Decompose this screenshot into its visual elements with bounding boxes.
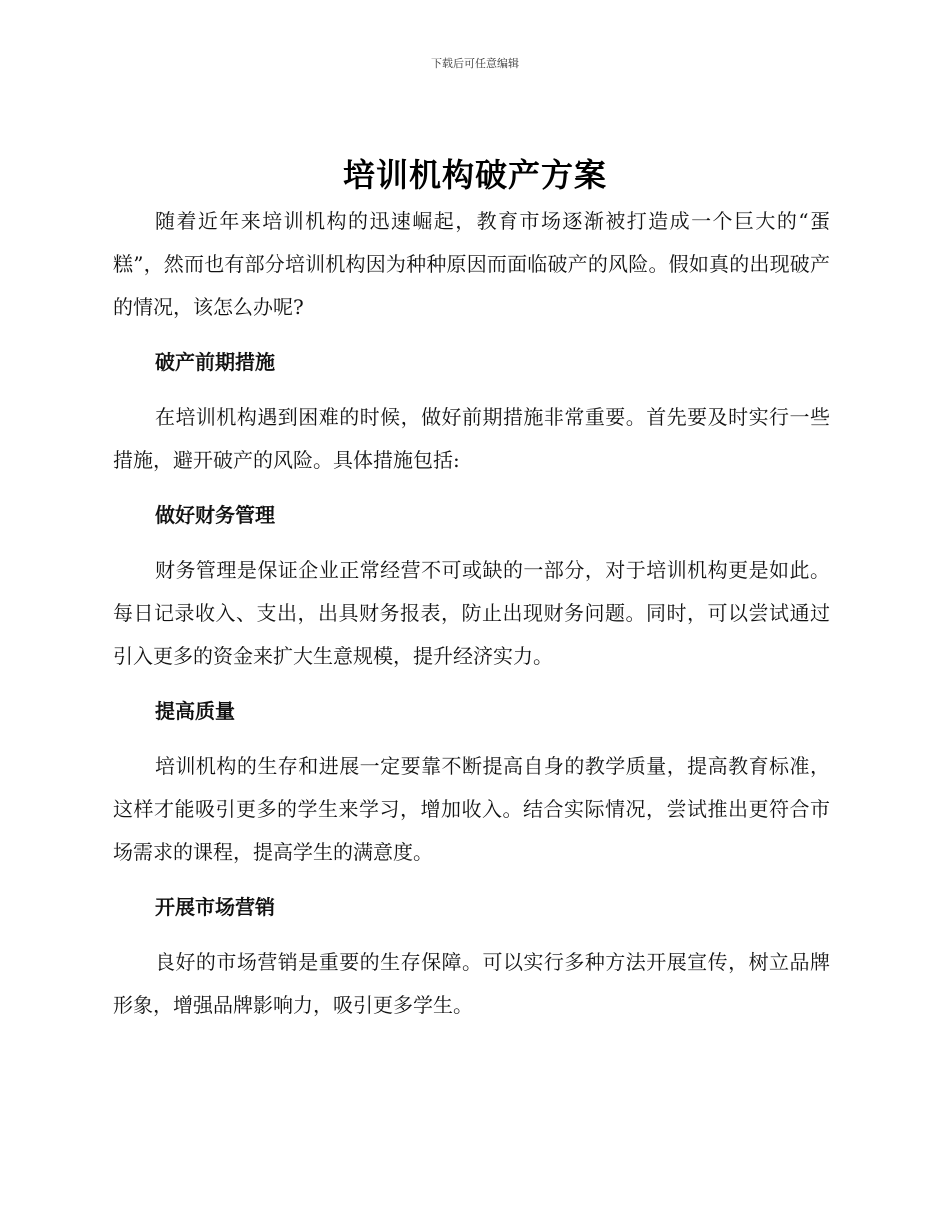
section-early-measures xyxy=(113,341,830,482)
document-body xyxy=(113,200,830,1027)
section-paragraph: 财务管理是保证企业正常经营不可或缺的一部分，对于培训机构更是如此。每日记录收入、支出，出具财务报表，防止出现财务问题。同时，可以尝试通过引入更多的资金来扩大生意规模，提升经济实力。 xyxy=(113,558,830,668)
section-paragraph: 良好的市场营销是重要的生存保障。可以实行多种方法开展宣传，树立品牌形象，增强品牌影响力，吸引更多学生。 xyxy=(113,950,830,1017)
section-financial-management xyxy=(113,494,830,678)
section-heading: 提高质量 xyxy=(155,699,235,723)
section-marketing xyxy=(113,886,830,1027)
section-heading: 开展市场营销 xyxy=(155,895,275,919)
header-note: 下载后可任意编辑 xyxy=(431,57,519,70)
section-heading: 做好财务管理 xyxy=(155,503,275,527)
section-quality xyxy=(113,690,830,874)
intro-paragraph: 随着近年来培训机构的迅速崛起，教育市场逐渐被打造成一个巨大的“蛋糕”，然而也有部分培训机构因为种种原因而面临破产的风险。假如真的出现破产的情况，该怎么办呢? xyxy=(113,209,830,319)
page-title: 培训机构破产方案 xyxy=(342,156,607,194)
section-paragraph: 培训机构的生存和进展一定要靠不断提高自身的教学质量，提高教育标准，这样才能吸引更多的学生来学习，增加收入。结合实际情况，尝试推出更符合市场需求的课程，提高学生的满意度。 xyxy=(113,754,830,864)
section-heading: 破产前期措施 xyxy=(155,350,275,374)
section-paragraph: 在培训机构遇到困难的时候，做好前期措施非常重要。首先要及时实行一些措施，避开破产的风险。具体措施包括: xyxy=(113,405,830,472)
